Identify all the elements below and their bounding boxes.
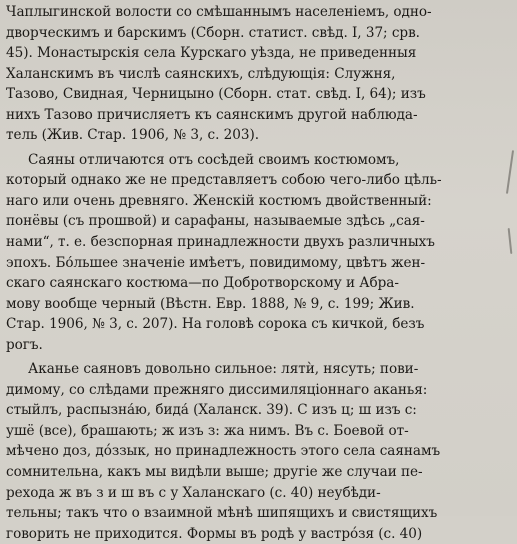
paragraph [6,2,506,146]
text-line: эпохъ. Бо́льшее значеніе имѣетъ, повидимому, цвѣтъ жен- [6,254,426,271]
text-line: мову вообще черный (Вѣстн. Евр. 1888, № 9, с. 199; Жив. [6,295,415,312]
text-line: понёвы (съ прошвой) и сарафаны, называемые здѣсь „сая- [6,213,425,230]
paragraph [6,150,506,355]
page-text [6,2,506,544]
text-line: нами“, т. е. безспорная принадлежности двухъ различныхъ [6,234,435,251]
text-line: Тазово, Свидная, Черницыно (Сборн. стат. свѣд. I, 64); изъ [6,86,426,103]
text-line: 45). Монастырскія села Курскаго уѣзда, не приведенныя [6,45,417,62]
text-line: сомнительна, какъ мы видѣли выше; другіе же случаи пе- [6,464,423,481]
text-line: Стар. 1906, № 3, с. 207). На головѣ сорока съ кичкой, безъ [6,316,425,333]
text-line: Саяны отличаются отъ сосѣдей своимъ костюмомъ, [28,151,400,168]
text-line: стыйлъ, распызна́ю, бида́ (Халанск. 39). С изъ ц; ш изъ с: [6,402,417,419]
text-line: который однако же не представляетъ собою чего-либо цѣль- [6,172,442,189]
text-line: нихъ Тазово причисляетъ къ саянскимъ другой наблюда- [6,106,418,123]
text-line: ушё (все), брашають; ж изъ з: жа нимъ. Въ с. Боевой от- [6,422,409,439]
text-line: тель (Жив. Стар. 1906, № 3, с. 203). [6,127,259,144]
text-line: говорить не приходится. Формы въ родѣ у вастрóзя (с. 40) [6,525,423,542]
text-line: Халанскимъ въ числѣ саянскихъ, слѣдующія: Служня, [6,65,396,82]
text-line: димому, со слѣдами прежняго диссимиляціоннаго аканья: [6,381,428,398]
text-line: Чаплыгинской волости со смѣшаннымъ населеніемъ, одно- [6,4,432,20]
margin-pencil-mark [508,228,513,254]
text-line: рогъ. [6,336,43,353]
text-line: рехода ж въ з и ш въ с у Халанскаго (с. 40) неубѣди- [6,484,381,501]
text-line: мѣчено доз, дóззык, но принадлежность этого села саянамъ [6,443,441,460]
margin-pencil-mark [506,150,514,194]
text-line: наго или очень древняго. Женскій костюмъ двойственный: [6,192,432,209]
text-line: тельны; такъ что о взаимной мѣнѣ шипящихъ и свистящихъ [6,505,438,522]
text-line: Аканье саяновъ довольно сильное: лятѝ, нясуть; пови- [28,361,419,378]
text-line: скаго саянскаго костюма—по Добротворскому и Абра- [6,275,399,292]
text-line: дворческимъ и барскимъ (Сборн. статист. свѣд. I, 37; срв. [6,24,420,41]
paragraph [6,359,506,544]
